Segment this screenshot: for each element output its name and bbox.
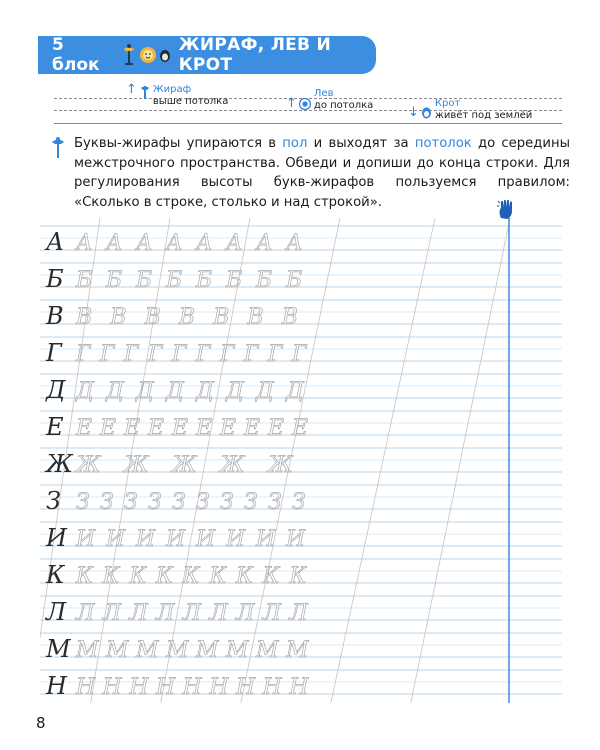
instruction-text: Буквы-жирафы упираются в пол и выходят за потолок до середины межстрочного пространства. Обведи и допиши до конца строки. Для регулирования высоты букв-жирафов пользуемся правилом: «Сколько в строке, столько и над строкой». (74, 136, 570, 210)
trace-letter: Г (100, 342, 115, 367)
trace-letter: Е (292, 416, 309, 441)
trace-letter: Б (76, 268, 93, 293)
sample-letter: Д (46, 376, 66, 404)
up-arrow-icon: ↑ (126, 82, 137, 97)
trace-letter: З (172, 490, 186, 515)
trace-letter: И (286, 527, 306, 552)
trace-letter: Е (124, 416, 141, 441)
trace-letter: К (209, 564, 227, 589)
trace-letter: В (213, 305, 230, 330)
sample-letter: З (46, 487, 61, 515)
trace-letter: А (166, 231, 183, 256)
trace-letter: К (129, 564, 147, 589)
block-number: 5 блок (52, 35, 100, 75)
down-arrow-icon: ↓ (408, 104, 419, 120)
trace-letter: Д (136, 379, 154, 404)
trace-letter: М (106, 638, 129, 663)
trace-letter: Д (76, 379, 94, 404)
legend-giraffe (126, 84, 228, 108)
trace-letter: Л (129, 601, 148, 626)
trace-letter: Л (236, 601, 255, 626)
trace-letter: З (220, 490, 234, 515)
trace-letter: З (76, 490, 90, 515)
page-number: 8 (36, 714, 46, 732)
trace-letter: Н (182, 675, 202, 700)
trace-letter: К (289, 564, 307, 589)
trace-letter: Н (102, 675, 122, 700)
trace-letter: Л (182, 601, 202, 626)
trace-letter: В (178, 305, 196, 330)
trace-letter: И (226, 527, 246, 552)
sample-letter: Е (46, 413, 64, 441)
trace-letter: Л (289, 601, 308, 626)
trace-letter: Д (166, 379, 184, 404)
sample-letter: Б (46, 265, 64, 293)
trace-letter: Д (286, 379, 304, 404)
trace-letter: З (148, 490, 162, 515)
trace-letter: Е (196, 416, 213, 441)
sample-letter: В (46, 302, 64, 330)
trace-letter: Л (76, 601, 95, 626)
giraffe-icon (140, 84, 150, 100)
trace-letter: Б (136, 268, 153, 293)
trace-letter: Е (244, 416, 261, 441)
trace-letter: Н (289, 675, 309, 700)
trace-letter: З (292, 490, 306, 515)
trace-letter: К (182, 564, 200, 589)
trace-letter: Б (106, 268, 123, 293)
legend-name: Жираф (152, 84, 192, 95)
trace-letter: Г (292, 342, 307, 367)
trace-letter: Г (148, 342, 163, 367)
hand-icon (496, 198, 518, 220)
sample-letter: Ж (46, 450, 73, 478)
up-arrow-icon: ↑ (286, 96, 297, 111)
block-header (38, 36, 376, 74)
trace-letter: З (196, 490, 210, 515)
trace-letter: Л (209, 601, 228, 626)
trace-letter: Г (124, 342, 139, 367)
trace-letter: Б (256, 268, 273, 293)
trace-letter: И (256, 527, 276, 552)
sample-letter: М (46, 635, 71, 663)
letter-height-legend (54, 84, 562, 130)
handwriting-practice-area (40, 218, 562, 703)
header-icons (121, 43, 171, 67)
lion-icon (299, 98, 311, 110)
trace-letter: Н (156, 675, 176, 700)
trace-letter: Г (220, 342, 235, 367)
slant-guide (410, 218, 510, 703)
trace-letter: И (106, 527, 126, 552)
trace-letter: З (244, 490, 258, 515)
mole-icon (159, 48, 171, 62)
trace-letter: З (268, 490, 282, 515)
trace-letter: А (256, 231, 273, 256)
legend-name: Лев (313, 88, 334, 99)
trace-letter: М (196, 638, 219, 663)
trace-letter: Ж (124, 453, 149, 478)
legend-name: Крот (434, 98, 461, 109)
trace-letter: Д (196, 379, 214, 404)
block-title: ЖИРАФ, ЛЕВ И КРОТ (178, 35, 332, 75)
trace-letter: К (262, 564, 280, 589)
slant-guide (330, 218, 435, 703)
trace-letter: Г (76, 342, 91, 367)
trace-letter: Г (172, 342, 187, 367)
trace-letter: Е (100, 416, 117, 441)
trace-letter: З (124, 490, 138, 515)
legend-desc: живёт под землёй (434, 110, 533, 121)
trace-letter: И (196, 527, 216, 552)
trace-letter: К (76, 564, 94, 589)
trace-letter: Е (76, 416, 93, 441)
trace-letter: Б (226, 268, 243, 293)
trace-letter: К (102, 564, 120, 589)
trace-letter: Н (262, 675, 282, 700)
sample-letter: Л (46, 598, 67, 626)
trace-letter: Г (244, 342, 259, 367)
trace-letter: А (76, 231, 93, 256)
legend-lion (286, 88, 373, 112)
trace-letter: К (236, 564, 254, 589)
sample-letter: Г (46, 339, 62, 367)
trace-letter: Ж (76, 453, 101, 478)
legend-rule-floor (54, 123, 562, 124)
trace-letter: А (196, 231, 213, 256)
mole-icon (421, 106, 432, 119)
trace-letter: Г (268, 342, 283, 367)
trace-letter: В (247, 305, 264, 330)
trace-letter: М (226, 638, 249, 663)
trace-letter: Е (268, 416, 285, 441)
trace-letter: Ж (172, 453, 197, 478)
sample-letter: Н (46, 672, 67, 700)
sample-letter: К (46, 561, 65, 589)
trace-letter: Н (129, 675, 149, 700)
highlight-ceiling: потолок (414, 136, 472, 151)
trace-letter: Б (196, 268, 213, 293)
instruction-block (50, 134, 570, 212)
lion-icon (139, 46, 157, 64)
trace-letter: Л (156, 601, 175, 626)
trace-letter: Б (286, 268, 303, 293)
trace-letter: А (226, 231, 243, 256)
trace-letter: А (106, 231, 123, 256)
trace-letter: М (76, 638, 99, 663)
trace-letter: Ж (220, 453, 245, 478)
legend-desc: выше потолка (152, 96, 229, 107)
trace-letter: А (286, 231, 303, 256)
trace-letter: И (136, 527, 156, 552)
trace-letter: В (110, 305, 127, 330)
sample-letter: А (46, 228, 65, 256)
legend-desc: до потолка (313, 100, 374, 111)
trace-letter: Н (236, 675, 256, 700)
trace-letter: М (256, 638, 279, 663)
sample-letter: И (46, 524, 67, 552)
trace-letter: В (76, 305, 93, 330)
trace-letter: Л (262, 601, 282, 626)
trace-letter: Н (209, 675, 229, 700)
trace-letter: Е (172, 416, 189, 441)
trace-letter: И (76, 527, 96, 552)
trace-letter: Д (226, 379, 244, 404)
trace-letter: В (281, 305, 298, 330)
trace-letter: М (166, 638, 189, 663)
trace-letter: И (166, 527, 186, 552)
trace-letter: Д (106, 379, 124, 404)
trace-letter: Б (166, 268, 183, 293)
trace-letter: З (100, 490, 114, 515)
trace-letter: Л (102, 601, 122, 626)
trace-letter: Н (76, 675, 96, 700)
trace-letter: М (286, 638, 309, 663)
highlight-floor: пол (282, 136, 308, 151)
trace-letter: В (144, 305, 161, 330)
trace-letter: А (136, 231, 153, 256)
trace-letter: М (136, 638, 159, 663)
giraffe-icon (121, 43, 137, 67)
giraffe-icon (50, 136, 66, 160)
trace-letter: Ж (268, 453, 293, 478)
trace-letter: Е (148, 416, 165, 441)
trace-letter: Е (220, 416, 237, 441)
trace-letter: Г (196, 342, 211, 367)
trace-letter: К (156, 564, 174, 589)
legend-mole (408, 98, 532, 122)
trace-letter: Д (256, 379, 274, 404)
